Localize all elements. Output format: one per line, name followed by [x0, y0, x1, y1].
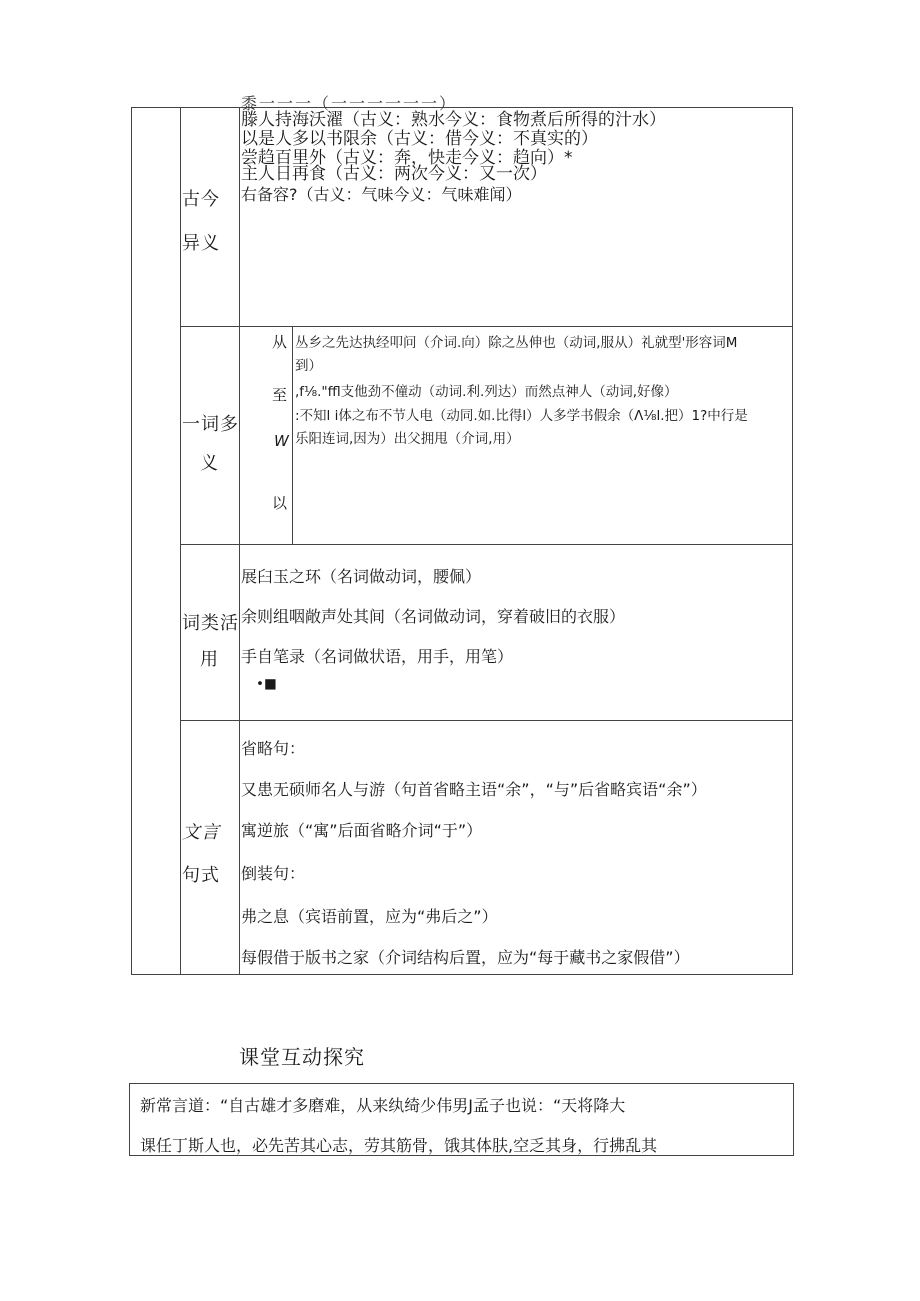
table-row-divider-3	[180, 720, 793, 721]
sub-label-zhi: 至	[272, 386, 288, 404]
gujin-item: 右备容?（古义：气味今义：气味难闻）	[241, 185, 522, 204]
yici-item: 丛乡之先达执经叩问（介词.向）除之丛伸也（动词,服从）礼就型'形容词M	[295, 335, 738, 351]
jushi-item: 每假借于版书之家（介词结构后置，应为“每于藏书之家假借”）	[241, 948, 690, 967]
table-divider-label	[180, 107, 181, 975]
quote-line: 课任丁斯人也，必先苦其心志，劳其筋骨，饿其体肤,空乏其身，行拂乱其	[140, 1136, 658, 1155]
yici-item: 到）	[295, 358, 322, 374]
yici-item: 乐阳连词,因为）出父拥甩（介词,用）	[295, 431, 520, 447]
clipped-text-fragment: 黍一一一（一一一一一一）	[241, 94, 458, 113]
row-label-line2: 义	[200, 453, 219, 474]
jushi-item: 弗之息（宾语前置，应为“弗后之”）	[241, 907, 498, 926]
table-divider-sub	[292, 326, 293, 544]
section-heading: 课堂互动探究	[239, 1045, 365, 1069]
gujin-item: 以是人多以书限余（古义：借今义：不真实的）	[241, 129, 598, 149]
jushi-item: 省略句：	[241, 739, 306, 758]
cilei-item: 展臼玉之环（名词做动词，腰佩）	[241, 567, 482, 586]
row-label-line1: 古今	[182, 189, 220, 210]
sub-label-cong: 从	[272, 333, 288, 351]
quote-line: 新常言道：“自古雄才多磨难，从来纨绮少伟男J孟子也说：“天将降大	[140, 1096, 626, 1115]
table-row-divider-2	[180, 544, 793, 545]
row-label-line1: 文言	[182, 822, 220, 843]
cilei-item: 手自笔录（名词做状语，用手，用笔）	[241, 647, 514, 666]
cilei-item: 余则组咽敞声处其间（名词做动词，穿着破旧的衣服）	[241, 607, 626, 626]
cilei-mark: •■	[256, 676, 277, 692]
sub-label-yi: 以	[272, 494, 288, 512]
gujin-item: 滕人持海沃濯（古义：熟水今义：食物煮后所得的汁水）	[241, 110, 666, 130]
row-label-line2: 异义	[182, 233, 220, 254]
jushi-item: 又患无硕师名人与游（句首省略主语“余”，“与”后省略宾语“余”）	[241, 780, 707, 799]
table-border-bottom	[131, 974, 793, 975]
gujin-item: 主人日再食（古义：两次今义：又一次）	[241, 164, 547, 184]
table-border-left	[131, 107, 132, 975]
table-divider-content	[239, 107, 240, 975]
row-label-line1: 词类活	[182, 613, 239, 634]
jushi-item: 倒装句：	[241, 864, 306, 883]
gujin-item: 尝趋百里外（古义：奔，快走今义：趋向）*	[241, 148, 573, 168]
jushi-item: 寓逆旅（“寓”后面省略介词“于”）	[241, 821, 483, 840]
table-border-right	[792, 107, 793, 975]
row-label-line2: 用	[200, 649, 219, 670]
row-label-line2: 句式	[182, 865, 220, 886]
yici-item: ,f⅛."ffl支他劲不僮动（动词.利.列达）而然点神人（动词,好像）	[295, 384, 678, 400]
table-row-divider-1	[180, 326, 793, 327]
sub-label-w: W	[274, 432, 289, 450]
yici-item: :不知l i体之布不节人电（动同.如.比得l）人多学书假余（Λ⅛l.把）1?中行是	[295, 408, 748, 424]
row-label-line1: 一词多	[182, 414, 239, 435]
